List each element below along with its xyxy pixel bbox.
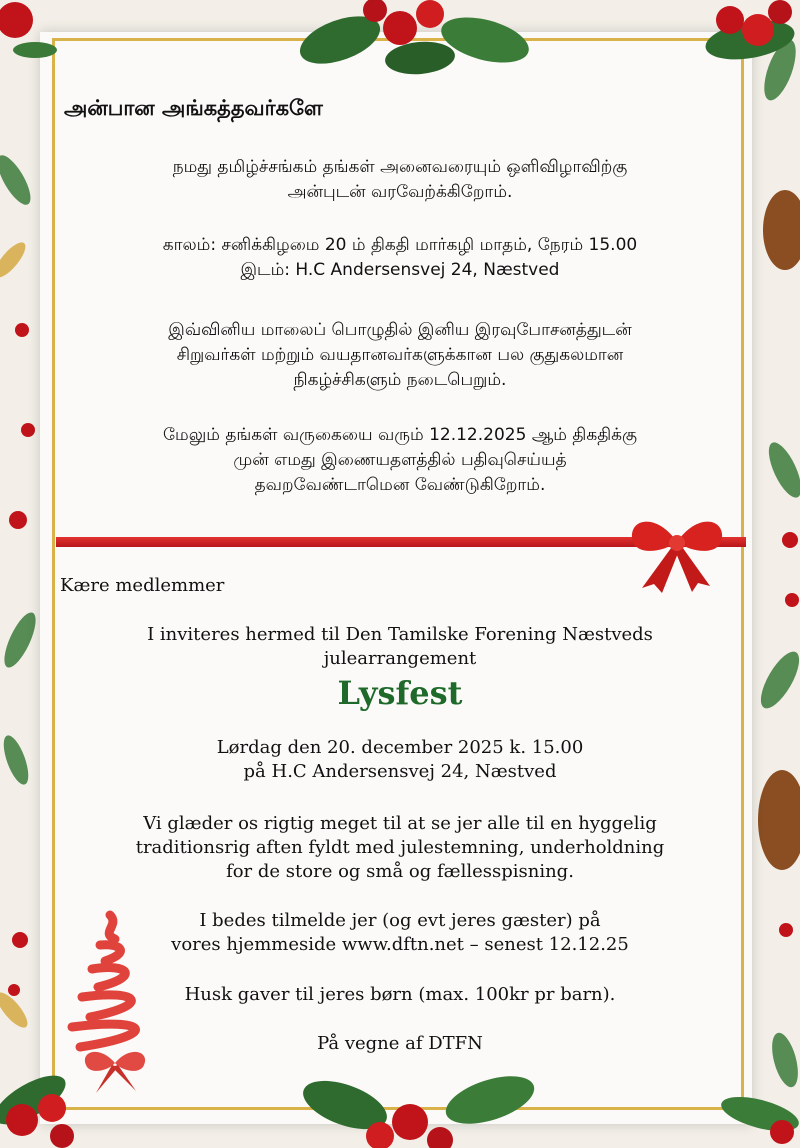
text-line: மேலும் தங்கள் வருகையை வரும் 12.12.2025 ஆம் திகதிக்கு	[162, 425, 638, 445]
text-line: Vi glæder os rigtig meget til at se jer alle til en hyggelig	[143, 813, 657, 834]
text-line: Lørdag den 20. december 2025 k. 15.00	[216, 737, 584, 758]
text-line: இடம்: H.C Andersensvej 24, Næstved	[240, 260, 560, 280]
tamil-greeting: அன்பான அங்கத்தவர்களே	[64, 96, 323, 120]
text-line: நிகழ்ச்சிகளும் நடைபெறும்.	[293, 370, 507, 390]
text-line: julearrangement	[323, 648, 477, 669]
text-line: நமது தமிழ்ச்சங்கம் தங்கள் அனைவரையும் ஒளிவிழாவிற்கு	[172, 157, 628, 177]
danish-invite	[60, 623, 740, 671]
berries-top-right	[690, 0, 800, 70]
text-line: தவறவேண்டாமென வேண்டுகிறோம்.	[254, 475, 546, 495]
text-line: காலம்: சனிக்கிழமை 20 ம் திகதி மார்கழி மாதம், நேரம் 15.00	[162, 235, 638, 255]
danish-date-place	[60, 736, 740, 784]
holly-top-decoration	[290, 0, 540, 90]
text-line: på H.C Andersensvej 24, Næstved	[243, 761, 557, 782]
holly-bottom-decoration	[300, 1060, 540, 1148]
text-line: I bedes tilmelde jer (og evt jeres gæster) på	[199, 910, 601, 931]
text-line: vores hjemmeside www.dftn.net – senest 12.12.25	[171, 934, 629, 955]
event-title: Lysfest	[337, 674, 463, 712]
tamil-paragraph-time-place	[60, 233, 740, 283]
text-line: அன்புடன் வரவேற்க்கிறோம்.	[287, 182, 513, 202]
danish-description	[60, 812, 740, 884]
text-line: På vegne af DTFN	[317, 1033, 483, 1054]
bow-icon	[622, 508, 732, 593]
text-line: I inviteres hermed til Den Tamilske Forening Næstveds	[147, 624, 653, 645]
berry-top-left	[0, 0, 60, 60]
text-line: for de store og små og fællesspisning.	[226, 861, 574, 882]
text-line: traditionsrig aften fyldt med julestemning, underholdning	[135, 837, 665, 858]
tamil-paragraph-programme	[60, 318, 740, 393]
text-line: சிறுவர்கள் மற்றும் வயதானவர்களுக்கான பல குதுகலமான	[176, 345, 624, 365]
text-line: Husk gaver til jeres børn (max. 100kr pr barn).	[184, 984, 616, 1005]
text-line: முன் எமது இணையதளத்தில் பதிவுசெய்யத்	[233, 450, 567, 470]
text-line: இவ்வினிய மாலைப் பொழுதில் இனிய இரவுபோசனத்துடன்	[168, 320, 632, 340]
danish-greeting: Kære medlemmer	[60, 575, 225, 596]
tamil-paragraph-welcome	[60, 155, 740, 205]
berries-bottom-left	[0, 1060, 120, 1148]
tamil-paragraph-registration	[60, 423, 740, 498]
berries-bottom-right	[700, 1080, 800, 1148]
